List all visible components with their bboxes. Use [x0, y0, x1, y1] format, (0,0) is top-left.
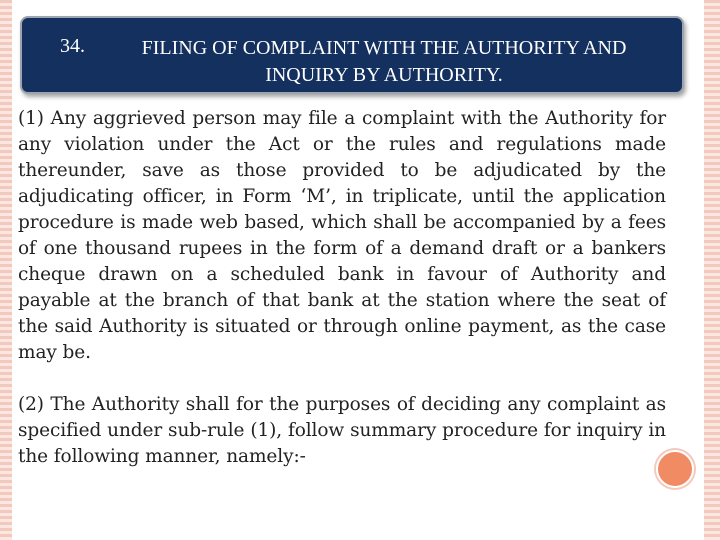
left-decorative-stripe: [0, 0, 12, 540]
slide-body: [18, 106, 666, 470]
title-banner: [20, 16, 684, 94]
right-decorative-stripe: [704, 0, 720, 540]
section-number: 34.: [60, 35, 85, 57]
paragraph-2: (2) The Authority shall for the purposes of deciding any complaint as specified under sub-rule (1), follow summary procedure for inquiry in the following manner, namely:-: [18, 394, 666, 467]
slide-title: FILING OF COMPLAINT WITH THE AUTHORITY AND INQUIRY BY AUTHORITY.: [141, 37, 627, 86]
paragraph-1: (1) Any aggrieved person may file a complaint with the Authority for any violation under the Act or the rules and regulations made thereunder, save as those provided to be adjudicated by the adjudicating officer, in Form ‘M’, in triplicate, until the application procedure is made web based, which shall be accompanied by a fees of one thousand rupees in the form of a demand draft or a bankers cheque drawn on a scheduled bank in favour of Authority and payable at the branch of that bank at the station where the seat of the said Authority is situated or through online payment, as the case may be.: [18, 108, 666, 363]
accent-circle: [656, 450, 694, 488]
